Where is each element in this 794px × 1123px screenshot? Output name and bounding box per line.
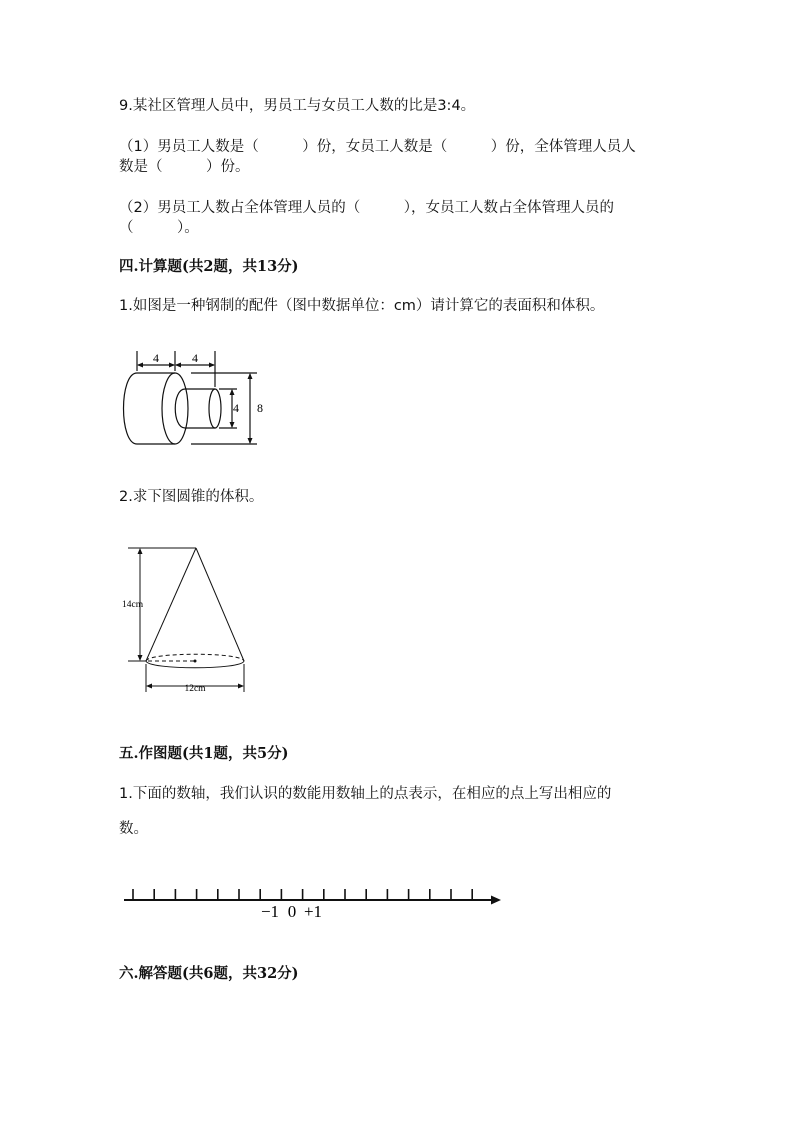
section4-q2: 2.求下图圆锥的体积。 bbox=[119, 489, 264, 505]
dim-top-left-label: 4 bbox=[153, 351, 159, 365]
section6-heading: 六.解答题(共6题，共32分) bbox=[119, 965, 299, 982]
section5-heading: 五.作图题(共1题，共5分) bbox=[119, 745, 289, 762]
cone-base-label: 12cm bbox=[184, 684, 206, 694]
q9-part2-line2: （ ）。 bbox=[119, 220, 199, 236]
section4-heading: 四.计算题(共2题，共13分) bbox=[119, 258, 299, 275]
number-line bbox=[118, 880, 508, 925]
steel-part-figure bbox=[115, 345, 275, 450]
dim-inner-label: 4 bbox=[233, 401, 239, 415]
label-neg1: −1 bbox=[260, 902, 280, 921]
q9-part1-line2: 数是（ ）份。 bbox=[119, 159, 250, 175]
q9-part2-line1: （2）男员工人数占全体管理人员的（ ），女员工人数占全体管理人员的 bbox=[119, 200, 614, 216]
q9-part1-line1: （1）男员工人数是（ ）份，女员工人数是（ ）份，全体管理人员人 bbox=[119, 139, 636, 155]
section5-q1-line1: 1.下面的数轴，我们认识的数能用数轴上的点表示，在相应的点上写出相应的 bbox=[119, 786, 612, 802]
cone-figure bbox=[118, 540, 258, 700]
section5-q1-line2: 数。 bbox=[119, 821, 148, 837]
dim-outer-label: 8 bbox=[257, 401, 263, 415]
section4-q1: 1.如图是一种钢制的配件（图中数据单位：cm）请计算它的表面积和体积。 bbox=[119, 298, 605, 314]
label-0: 0 bbox=[287, 902, 297, 921]
q9-stem: 9.某社区管理人员中，男员工与女员工人数的比是3:4。 bbox=[119, 98, 476, 114]
dim-top-right-label: 4 bbox=[192, 351, 198, 365]
cone-height-label: 14cm bbox=[122, 600, 144, 610]
arrow-icon bbox=[491, 896, 501, 905]
label-pos1: +1 bbox=[303, 902, 323, 921]
